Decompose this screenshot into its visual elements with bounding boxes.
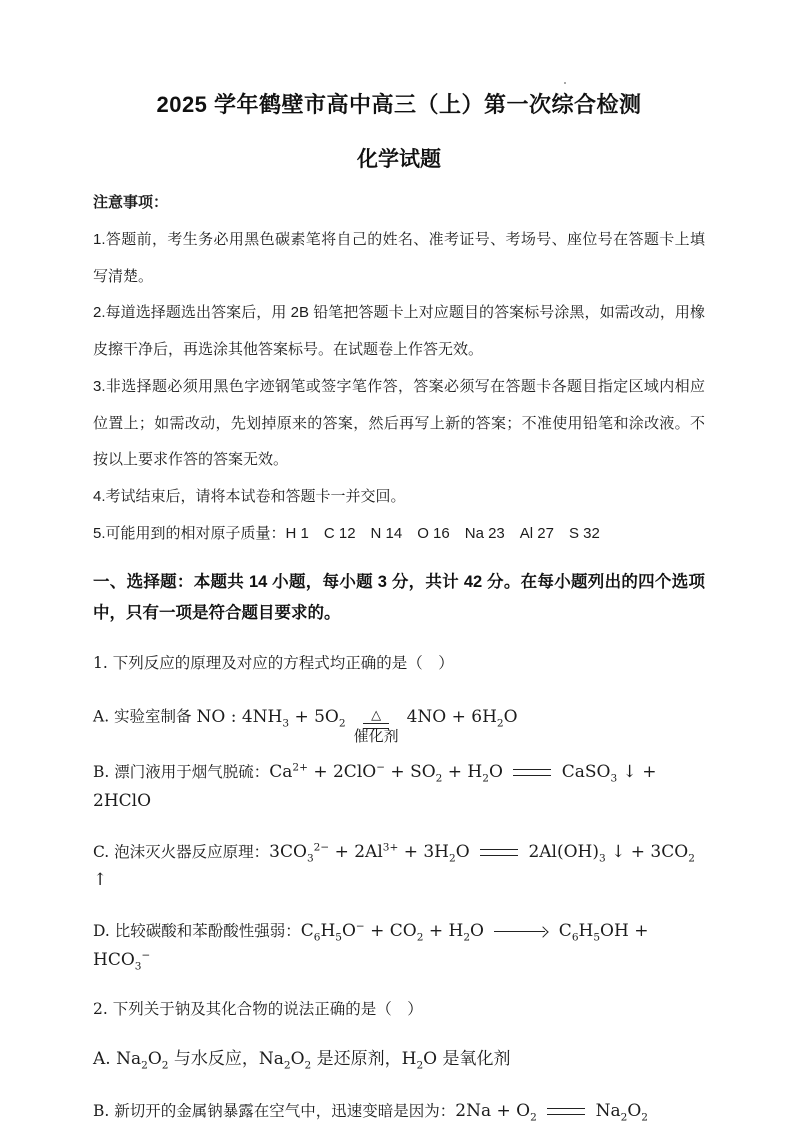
option-a-label: A. 实验室制备 (93, 707, 197, 726)
option-c-label: C. 泡沫灭火器反应原理： (93, 842, 270, 861)
delta-heat-symbol: △ (371, 707, 382, 723)
question-1-option-d (93, 918, 705, 975)
question-2-option-b-label: B. 新切开的金属钠暴露在空气中，迅速变暗是因为： (93, 1101, 456, 1120)
option-d-formula: $C_6H_5O^- + CO_2 + H_2O$ $C_6H_5OH + HCO_3^-$ (93, 920, 649, 972)
option-a-formula-left: NO : $4NH_3 + 5O_2$ (196, 706, 346, 730)
double-line-equals (547, 1108, 585, 1115)
question-2-stem: 2. 下列关于钠及其化合物的说法正确的是（ ） (93, 999, 423, 1018)
reaction-condition-stack (354, 709, 399, 744)
question-2-option-b-formula: $2Na + O_2$ $Na_2O_2$ (455, 1100, 648, 1124)
question-2-option-a-text: A. $Na_2O_2$ 与水反应，$Na_2O_2$ 是还原剂，$H_2O$ 是氧化剂 (93, 1048, 511, 1071)
section-1-heading: 一、选择题：本题共 14 小题，每小题 3 分，共计 42 分。在每小题列出的四个选项中，只有一项是符合题目要求的。 (93, 572, 705, 622)
double-line-equals (513, 769, 551, 776)
notices-heading: 注意事项： (93, 194, 169, 211)
option-b-formula: $Ca^{2+} + 2ClO^- + SO_2 + H_2O$ CaSO$_3$ ↓ + 2HClO (93, 761, 657, 811)
notice-item-2: 2.每道选择题选出答案后，用 2B 铅笔把答题卡上对应题目的答案标号涂黑，如需改动，用橡皮擦干净后，再选涂其他答案标号。在试题卷上作答无效。 (93, 304, 705, 358)
question-1 (93, 651, 705, 975)
page-artifact-dot (564, 82, 566, 84)
question-2-option-a (93, 1046, 705, 1074)
notice-item-3: 3.非选择题必须用黑色字迹钢笔或签字笔作答，答案必须写在答题卡各题目指定区域内相应位置上；如需改动，先划掉原来的答案，然后再写上新的答案；不准使用铅笔和涂改液。不按以上要求作答的答案无效。 (93, 377, 705, 469)
notice-item-1: 1.答题前，考生务必用黑色碳素笔将自己的姓名、准考证号、考场号、座位号在答题卡上填写清楚。 (93, 230, 705, 285)
page-subtitle: 化学试题 (357, 148, 441, 171)
catalyst-label: 催化剂 (353, 726, 399, 745)
question-1-stem: 1. 下列反应的原理及对应的方程式均正确的是（ ） (93, 654, 454, 673)
question-2-option-b (93, 1098, 705, 1126)
option-b-label: B. 漂门液用于烟气脱硫： (93, 763, 270, 782)
notice-item-4: 4.考试结束后，请将本试卷和答题卡一并交回。 (93, 488, 406, 505)
option-d-label: D. 比较碳酸和苯酚酸性强弱： (93, 922, 301, 941)
notices-section (93, 185, 705, 553)
question-1-option-a (93, 700, 705, 745)
option-a-formula-right: $4NO + 6H_2O$ (406, 706, 518, 730)
question-1-option-c (93, 839, 705, 894)
question-1-option-b (93, 759, 705, 814)
page-title: 2025 学年鹤壁市高中高三（上）第一次综合检测 (156, 92, 642, 117)
long-right-arrow (494, 925, 548, 939)
double-line-equals (480, 849, 518, 856)
option-c-formula: $3CO_3^{2-} + 2Al^{3+} + 3H_2O$ $2Al(OH)_3$ ↓ + $3CO_2$ ↑ (93, 841, 695, 891)
notice-item-5-atomic-masses: 5.可能用到的相对原子质量：H 1 C 12 N 14 O 16 Na 23 Al 27 S 32 (93, 524, 600, 542)
question-2 (93, 997, 705, 1126)
